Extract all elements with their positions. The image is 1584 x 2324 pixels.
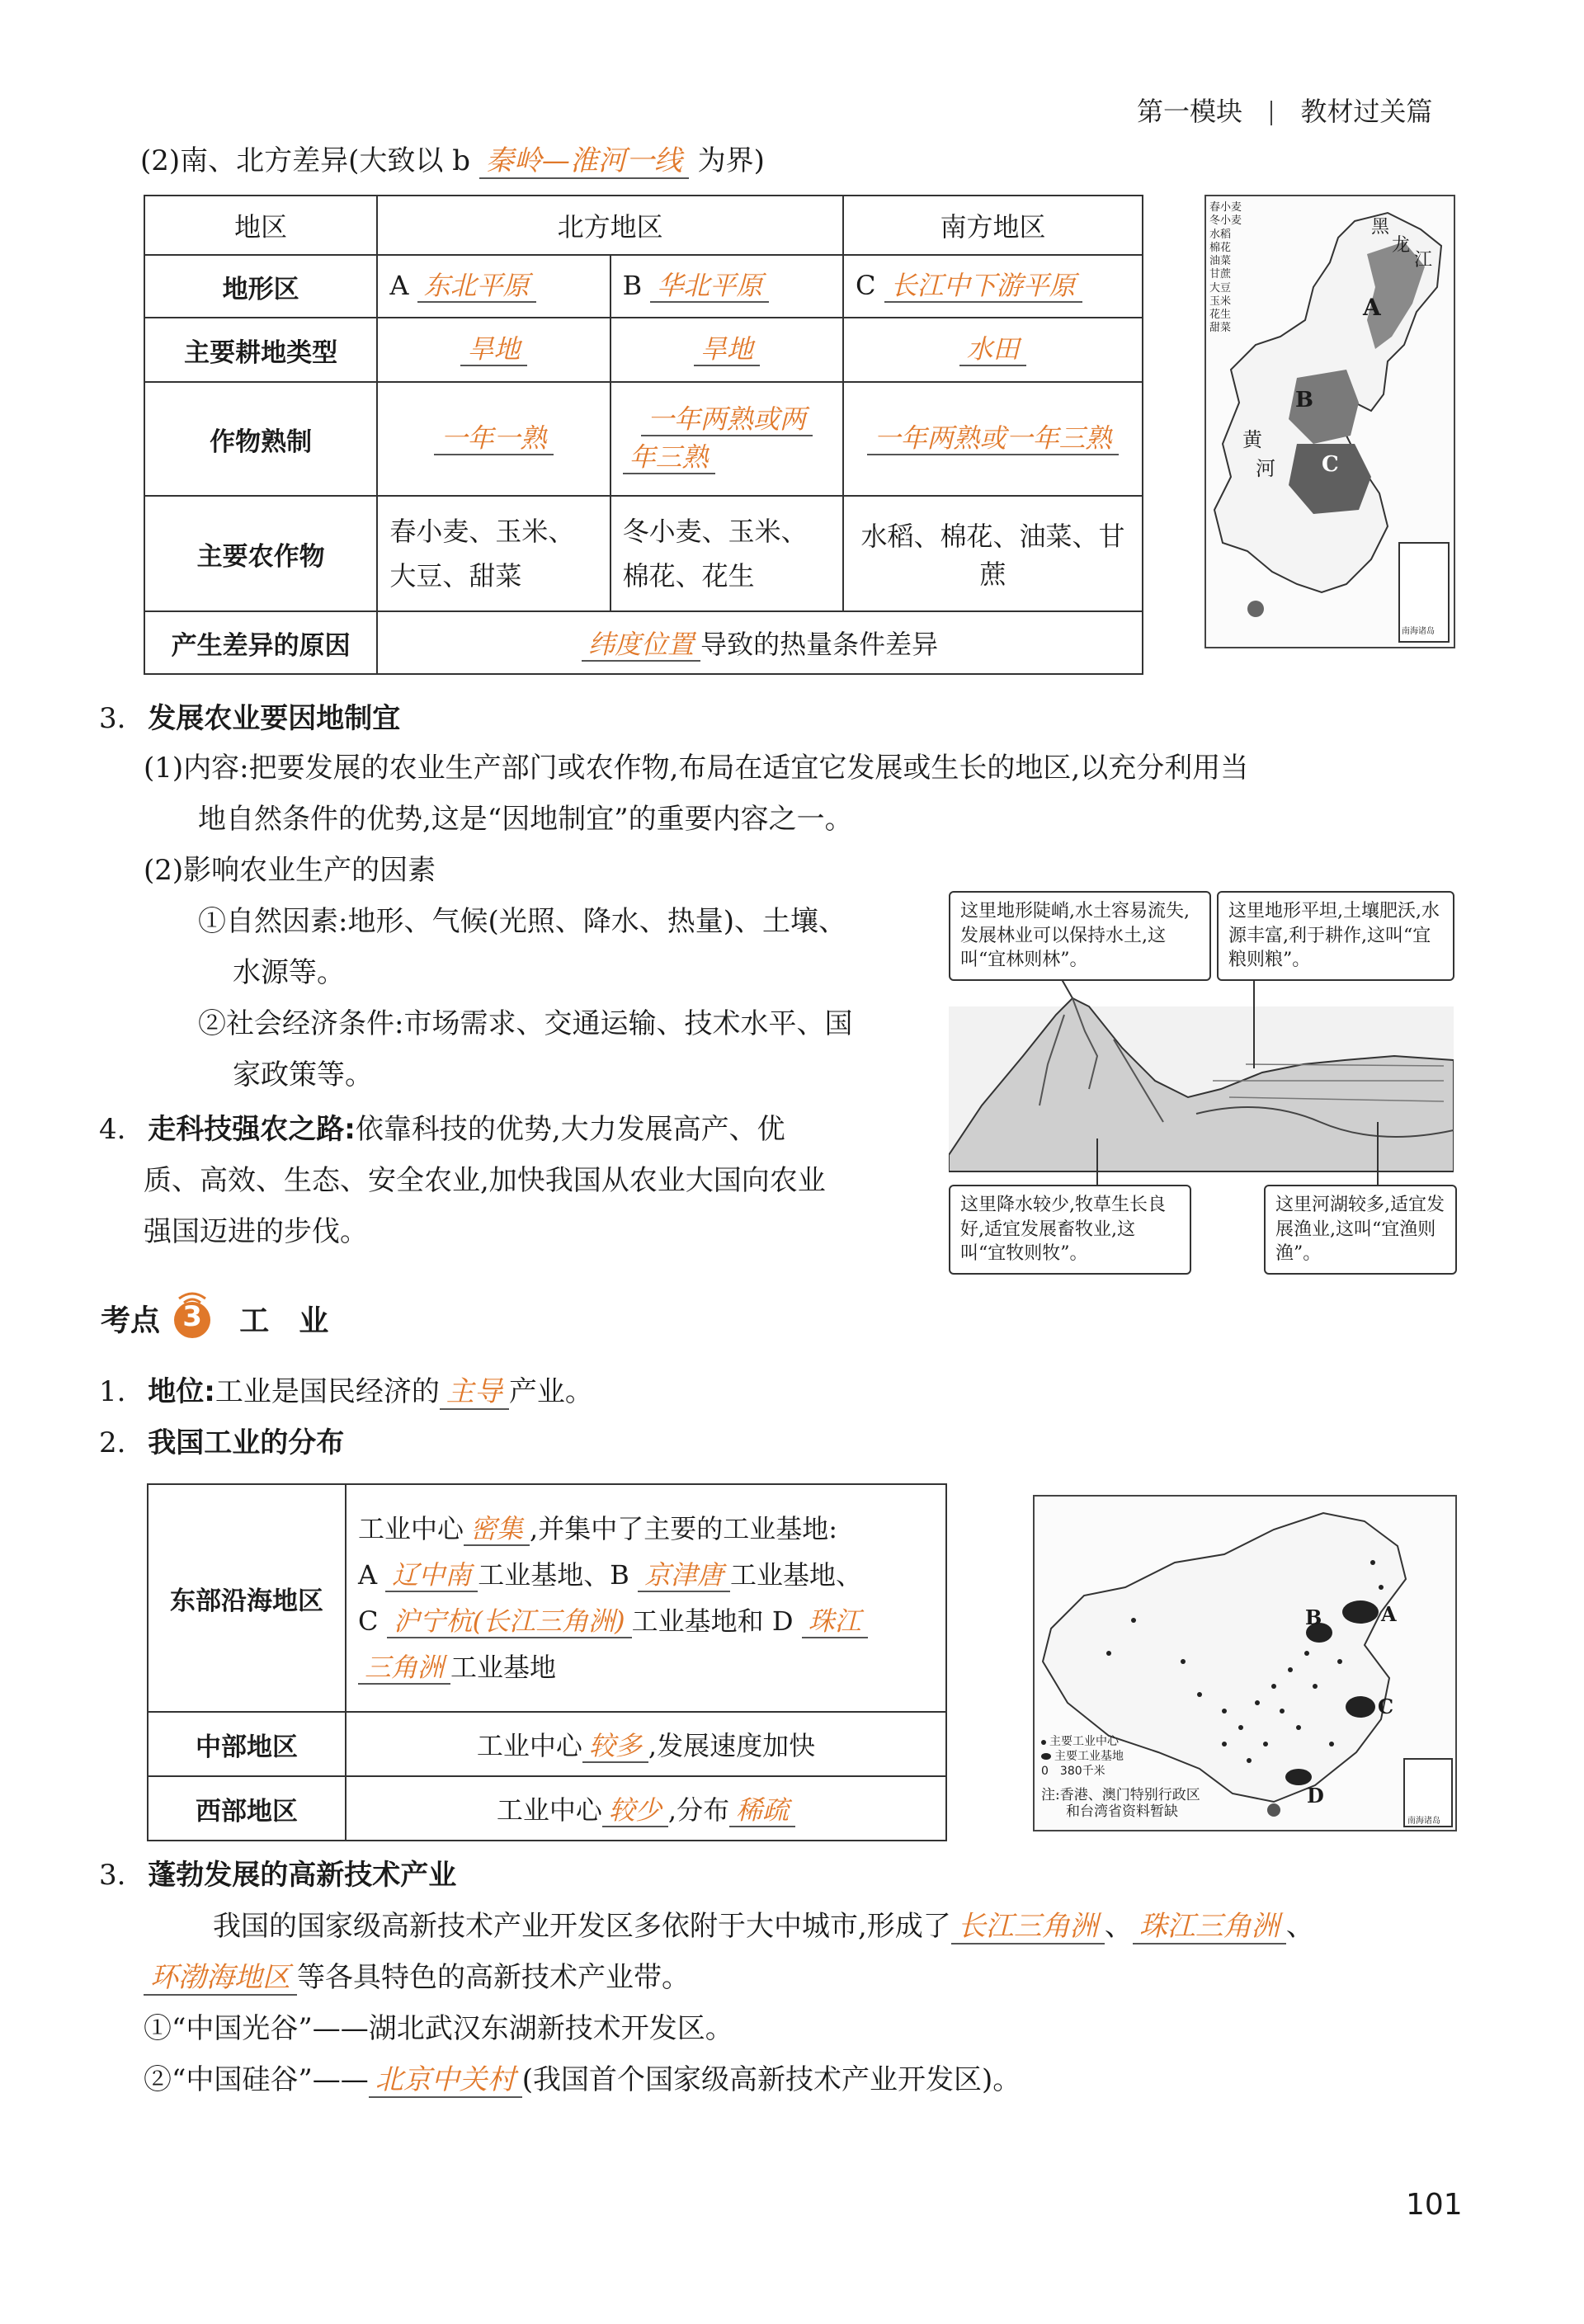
ind2-line [99, 1424, 344, 1464]
ans-dryland-2: 旱地 [694, 334, 760, 366]
kaodian-label: 考点 [101, 1303, 161, 1338]
east-l1-pre: 工业中心 [358, 1513, 464, 1544]
kaodian-num: 3 [182, 1300, 202, 1333]
cell-landform-c [843, 255, 1143, 318]
row-crops-label: 主要农作物 [144, 496, 377, 611]
east-a-ans: 辽中南 [385, 1560, 478, 1592]
item3-heading [99, 700, 400, 739]
ind3-line2-post: 等各具特色的高新技术产业带。 [297, 1961, 690, 1994]
legend-center-row [1041, 1734, 1124, 1749]
mid-label: 中部地区 [148, 1712, 346, 1776]
th-south: 南方地区 [843, 196, 1143, 255]
header-section: 教材过关篇 [1300, 96, 1433, 127]
th-region: 地区 [144, 196, 377, 255]
legend-8: 花生 [1209, 309, 1232, 321]
ans-south-cycle: 一年两熟或一年三熟 [867, 423, 1118, 455]
industry-table [147, 1483, 947, 1841]
map2-scale: 0 380千米 [1041, 1765, 1106, 1779]
ans-two-or-three-2: 年三熟 [623, 442, 715, 474]
item3-f2-line2: 家政策等。 [233, 1058, 373, 1091]
east-label: 东部沿海地区 [148, 1484, 346, 1712]
legend-4: 油菜 [1209, 255, 1232, 267]
part2-answer: 秦岭—淮河一线 [479, 145, 689, 179]
cell-crops-nc: 冬小麦、玉米、棉花、花生 [610, 496, 843, 611]
cell-crops-s: 水稻、棉花、油菜、甘蔗 [843, 496, 1143, 611]
item3-title: 发展农业要因地制宜 [148, 702, 401, 735]
ind1-pre: 工业是国民经济的 [214, 1375, 440, 1408]
item3-f2-line1: ②社会经济条件:市场需求、交通运输、技术水平、国 [198, 1007, 853, 1040]
map1-label-long: 龙 [1392, 235, 1411, 256]
cell-cycle-s [843, 382, 1143, 496]
item4-line2: 质、高效、生态、安全农业,加快我国从农业大国向农业 [144, 1164, 826, 1197]
map2-note-2: 和台湾省资料暂缺 [1066, 1803, 1178, 1821]
east-d-ans1: 珠江 [802, 1606, 868, 1638]
page-number: 101 [1406, 2188, 1463, 2222]
cell-reason [377, 611, 1143, 674]
ind3-heading [99, 1856, 456, 1896]
cell-farmland-nc [610, 318, 843, 382]
ans-dryland-1: 旱地 [460, 334, 526, 366]
row-cycle-label: 作物熟制 [144, 382, 377, 496]
reason-text: 导致的热量条件差异 [700, 629, 939, 660]
ans-latitude: 纬度位置 [582, 629, 700, 662]
east-b-ans: 京津唐 [638, 1560, 730, 1592]
east-c-ans: 沪宁杭(长江三角洲) [387, 1606, 632, 1638]
ind3-ans-zhongguancun: 北京中关村 [369, 2064, 522, 2098]
ind2-num: 2. [99, 1426, 126, 1459]
ind3-sep-2: 、 [1285, 1910, 1314, 1943]
base-a-region [1342, 1600, 1379, 1624]
east-l1-post: ,并集中了主要的工业基地: [530, 1513, 837, 1544]
item4-text1: 依靠科技的优势,大力发展高产、优 [355, 1113, 785, 1146]
legend-2: 水稻 [1209, 228, 1232, 241]
legend-5: 甘蔗 [1209, 268, 1232, 281]
item4-line3: 强国迈进的步伐。 [144, 1215, 368, 1248]
ans-one-crop: 一年一熟 [434, 423, 553, 455]
east-b-post: 工业基地、 [730, 1559, 863, 1591]
letter-a: A [389, 270, 409, 302]
page-header [1137, 91, 1432, 129]
ans-yangtze-plain: 长江中下游平原 [884, 271, 1082, 303]
row-landform-label: 地形区 [144, 255, 377, 318]
ind1-line [99, 1373, 593, 1412]
map2-note-1: 注:香港、澳门特别行政区 [1041, 1787, 1200, 1803]
east-line2 [358, 1552, 934, 1598]
legend-7: 玉米 [1209, 295, 1232, 308]
mid-pre: 工业中心 [476, 1730, 582, 1761]
map2-label-b: B [1305, 1605, 1322, 1629]
east-line3 [358, 1598, 934, 1644]
mid-post: ,发展速度加快 [648, 1730, 816, 1761]
item4-line1 [99, 1110, 785, 1150]
ind3-line2 [144, 1959, 690, 1998]
west-mid: ,分布 [667, 1794, 730, 1826]
ind3-i2-pre: ②“中国硅谷”—— [144, 2063, 369, 2096]
cell-landform-b [610, 255, 843, 318]
map1-label-c: C [1322, 452, 1339, 477]
part2-title [140, 142, 765, 181]
legend-center: 主要工业中心 [1049, 1735, 1119, 1748]
letter-c: C [855, 270, 876, 302]
map2-legend [1041, 1734, 1124, 1780]
mid-content [346, 1712, 946, 1776]
ind3-ans-yangtze: 长江三角洲 [951, 1911, 1105, 1945]
part2-title-pre: (2)南、北方差异(大致以 [140, 144, 444, 177]
item3-p1-line1: (1)内容:把要发展的农业生产部门或农作物,布局在适宜它发展或生长的地区,以充分利用当 [144, 752, 1249, 785]
item3-p2: (2)影响农业生产的因素 [144, 854, 436, 887]
map2-note [1041, 1787, 1200, 1821]
callout-forestry: 这里地形陡峭,水土容易流失,发展林业可以保持水土,这叫“宜林则林”。 [949, 891, 1211, 981]
cell-farmland-ne [377, 318, 610, 382]
ans-paddy: 水田 [959, 334, 1025, 366]
west-ans: 较少 [602, 1795, 668, 1827]
ind3-sep-1: 、 [1104, 1910, 1133, 1943]
ind3-title: 蓬勃发展的高新技术产业 [148, 1859, 457, 1892]
item3-f1-line1: ①自然因素:地形、气候(光照、降水、热量)、土壤、 [198, 905, 846, 938]
map1-label-b: B [1295, 388, 1313, 412]
industry-map [1033, 1495, 1457, 1831]
item3-p1-line2: 地自然条件的优势,这是“因地制宜”的重要内容之一。 [198, 803, 853, 836]
legend-3: 棉花 [1209, 241, 1232, 254]
east-content [346, 1484, 946, 1712]
east-c: C [358, 1605, 379, 1637]
legend-0: 春小麦 [1209, 201, 1242, 214]
ind3-ans-pearl: 珠江三角洲 [1133, 1911, 1286, 1945]
east-a-post: 工业基地、B [478, 1559, 629, 1591]
dot-icon [1041, 1740, 1046, 1745]
cell-landform-a [377, 255, 610, 318]
map1-label-he: 河 [1256, 457, 1275, 480]
callout-fishery: 这里河湖较多,适宜发展渔业,这叫“宜渔则渔”。 [1264, 1185, 1457, 1275]
item4-title: 走科技强农之路: [148, 1113, 356, 1146]
ind1-answer: 主导 [440, 1376, 509, 1410]
ind3-num: 3. [99, 1859, 126, 1892]
ind3-line1-pre: 我国的国家级高新技术产业开发区多依附于大中城市,形成了 [213, 1910, 951, 1943]
hainan-island-2 [1267, 1803, 1280, 1817]
ind3-item2 [144, 2061, 1021, 2100]
east-l1-ans: 密集 [464, 1514, 530, 1546]
ind3-item1: ①“中国光谷”——湖北武汉东湖新技术开发区。 [144, 2012, 733, 2045]
kaodian-heading [101, 1297, 328, 1355]
east-d-post: 工业基地 [450, 1652, 557, 1683]
ind1-title: 地位: [148, 1375, 215, 1408]
cell-crops-ne: 春小麦、玉米、大豆、甜菜 [377, 496, 610, 611]
ans-north-china-plain: 华北平原 [650, 271, 769, 303]
kaodian-title: 工 业 [239, 1303, 329, 1338]
west-label: 西部地区 [148, 1776, 346, 1841]
item3-f1-line2: 水源等。 [233, 956, 345, 989]
map2-label-a: A [1381, 1602, 1397, 1626]
west-content [346, 1776, 946, 1841]
base-d-region [1285, 1769, 1312, 1785]
row-reason-label: 产生差异的原因 [144, 611, 377, 674]
ind1-post: 产业。 [508, 1375, 593, 1408]
ans-northeast-plain: 东北平原 [417, 271, 536, 303]
east-a: A [358, 1559, 378, 1591]
ind3-line1 [213, 1907, 1314, 1947]
legend-base-row [1041, 1749, 1124, 1764]
east-c-post: 工业基地和 D [631, 1605, 794, 1637]
ans-two-or-three-1: 一年两熟或两 [641, 404, 813, 436]
cell-cycle-nc [610, 382, 843, 496]
map2-label-d: D [1307, 1784, 1324, 1808]
th-north: 北方地区 [377, 196, 843, 255]
land-use-illustration [949, 891, 1454, 1279]
map2-inset-label: 南海诸岛 [1407, 1817, 1440, 1826]
map1-label-jiang: 江 [1414, 250, 1433, 271]
ind2-title: 我国工业的分布 [148, 1426, 345, 1459]
ind3-ans-bohai: 环渤海地区 [144, 1962, 297, 1996]
legend-base: 主要工业基地 [1054, 1750, 1124, 1764]
hainan-island-1 [1247, 601, 1264, 617]
header-divider [1270, 101, 1272, 125]
map1-legend [1209, 201, 1292, 336]
item3-num: 3. [99, 702, 126, 735]
map1-label-hei: 黑 [1371, 217, 1390, 238]
legend-1: 冬小麦 [1209, 214, 1242, 228]
callout-pasture: 这里降水较少,牧草生长良好,适宜发展畜牧业,这叫“宜牧则牧”。 [949, 1185, 1191, 1275]
base-c-region [1346, 1696, 1375, 1718]
letter-b: B [622, 270, 643, 302]
map1-label-a: A [1363, 294, 1381, 321]
map1-label-huang: 黄 [1242, 428, 1262, 451]
part2-title-post: 为界) [697, 144, 765, 177]
ind3-i2-post: (我国首个国家级高新技术产业开发区)。 [521, 2063, 1021, 2096]
kaodian-badge-icon [171, 1297, 214, 1340]
cell-cycle-ne [377, 382, 610, 496]
row-farmland-label: 主要耕地类型 [144, 318, 377, 382]
cell-farmland-s [843, 318, 1143, 382]
callout-grain: 这里地形平坦,土壤肥沃,水源丰富,利于耕作,这叫“宜粮则粮”。 [1217, 891, 1454, 981]
industry-map-svg [1035, 1497, 1455, 1830]
header-module: 第一模块 [1137, 96, 1243, 127]
blob-icon [1041, 1753, 1051, 1760]
ind1-num: 1. [99, 1375, 126, 1408]
mid-ans: 较多 [582, 1731, 648, 1763]
legend-9: 甜菜 [1209, 322, 1232, 335]
part2-title-b: b [452, 144, 471, 177]
west-ans2: 稀疏 [729, 1795, 795, 1827]
north-south-table [144, 195, 1143, 675]
east-line1 [358, 1506, 934, 1552]
east-d-ans2: 三角洲 [358, 1652, 450, 1685]
west-pre: 工业中心 [496, 1794, 602, 1826]
agriculture-map [1204, 195, 1455, 648]
map2-label-c: C [1378, 1695, 1394, 1718]
map1-inset-label: 南海诸岛 [1402, 627, 1435, 636]
legend-6: 大豆 [1209, 281, 1232, 295]
item4-num: 4. [99, 1113, 126, 1146]
east-line4 [358, 1644, 934, 1690]
